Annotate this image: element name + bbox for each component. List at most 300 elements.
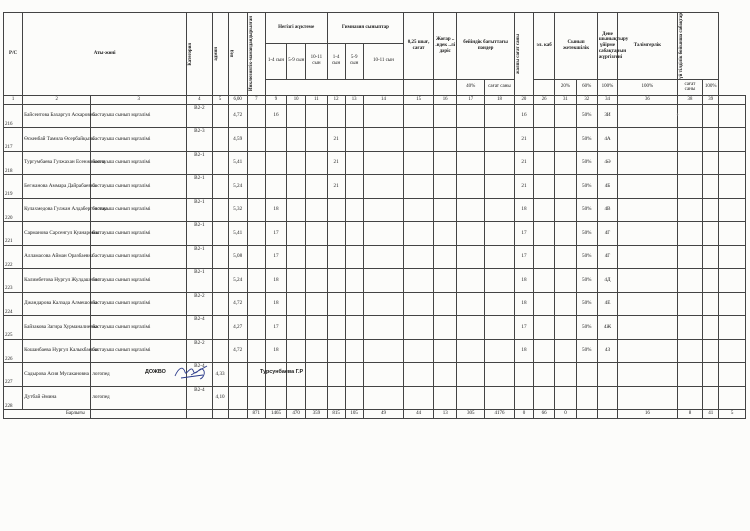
header-basic: Негізгі жүктеме bbox=[265, 13, 327, 44]
admin-cell bbox=[212, 222, 228, 246]
total-hours-cell: 18 bbox=[514, 269, 533, 293]
profile-pct-cell bbox=[457, 175, 485, 199]
class-20-cell bbox=[555, 128, 576, 152]
gym-10-11-cell bbox=[363, 104, 403, 128]
header-home-pct: 100% bbox=[597, 79, 617, 95]
index-cell: 26 bbox=[534, 95, 555, 104]
ind-pct-cell bbox=[719, 269, 746, 293]
home-study-cell bbox=[618, 175, 678, 199]
class-20-cell bbox=[555, 151, 576, 175]
ind-pct-cell bbox=[719, 316, 746, 340]
class-60-cell: 50% bbox=[576, 269, 597, 293]
table-row bbox=[4, 128, 746, 152]
total-hours-cell bbox=[514, 386, 533, 410]
el-book-cell bbox=[534, 269, 555, 293]
totals-cell bbox=[597, 410, 617, 419]
employee-position: бастауыш сынып мұғалімі bbox=[91, 222, 187, 246]
totals-cell: 44 bbox=[404, 410, 434, 419]
header-num: Р/С bbox=[4, 13, 23, 96]
total-hours-cell: 18 bbox=[514, 339, 533, 363]
basic-5-9-cell bbox=[287, 175, 306, 199]
signer-role: ДОЖВО bbox=[145, 369, 166, 375]
basic-10-11-cell bbox=[306, 292, 327, 316]
rate-cell bbox=[404, 316, 434, 340]
basic-5-9-cell bbox=[287, 269, 306, 293]
totals-cell: 4176 bbox=[485, 410, 515, 419]
row-number: 226 bbox=[4, 339, 23, 363]
profile-pct-cell bbox=[457, 386, 485, 410]
cabinet-cell: 4Д bbox=[597, 269, 617, 293]
employee-position: бастауыш сынып мұғалімі bbox=[91, 339, 187, 363]
ind-hours-cell bbox=[703, 269, 719, 293]
admin-cell bbox=[212, 198, 228, 222]
gym-10-11-cell bbox=[363, 222, 403, 246]
totals-cell bbox=[576, 410, 597, 419]
profile-pct-cell bbox=[457, 339, 485, 363]
ind-pct-cell bbox=[719, 198, 746, 222]
gym-10-11-cell bbox=[363, 175, 403, 199]
ind-hours-cell bbox=[703, 245, 719, 269]
profile-hours-cell bbox=[485, 151, 515, 175]
basic-10-11-cell bbox=[306, 104, 327, 128]
class-60-cell bbox=[576, 386, 597, 410]
header-higher-sub bbox=[433, 79, 456, 95]
row-number: 224 bbox=[4, 292, 23, 316]
table-row bbox=[4, 104, 746, 128]
inclusive-cell bbox=[247, 198, 265, 222]
category-cell: В2-1 bbox=[187, 151, 213, 175]
class-60-cell: 50% bbox=[576, 128, 597, 152]
basic-5-9-cell bbox=[287, 386, 306, 410]
employee-name: Өскенбай Тамила Өсербайқызы bbox=[23, 128, 91, 152]
rate-cell bbox=[404, 245, 434, 269]
cabinet-cell: 4Г bbox=[597, 222, 617, 246]
rate-cell bbox=[404, 292, 434, 316]
table-row bbox=[4, 339, 746, 363]
table-row bbox=[4, 292, 746, 316]
ind-pct-cell bbox=[719, 222, 746, 246]
header-gym-1-4: 1-4 сын bbox=[327, 43, 345, 79]
cabinet-cell bbox=[597, 386, 617, 410]
ped-cell: 4,59 bbox=[228, 128, 247, 152]
total-hours-cell: 16 bbox=[514, 104, 533, 128]
ind-hours-cell bbox=[703, 222, 719, 246]
category-cell: В2-4 bbox=[187, 316, 213, 340]
basic-5-9-cell bbox=[287, 198, 306, 222]
cabinet-cell: 4Е bbox=[597, 292, 617, 316]
basic-10-11-cell bbox=[306, 245, 327, 269]
totals-cell: 16 bbox=[618, 410, 678, 419]
el-book-cell bbox=[534, 128, 555, 152]
el-book-cell bbox=[534, 339, 555, 363]
class-20-cell bbox=[555, 386, 576, 410]
class-60-cell: 50% bbox=[576, 198, 597, 222]
basic-5-9-cell bbox=[287, 128, 306, 152]
home-study-cell bbox=[618, 128, 678, 152]
home-study-cell bbox=[618, 104, 678, 128]
higher-cell bbox=[433, 128, 456, 152]
higher-cell bbox=[433, 339, 456, 363]
class-60-cell: 50% bbox=[576, 339, 597, 363]
inclusive-cell bbox=[247, 151, 265, 175]
employee-name: Джандарова Калзада Алмешовна bbox=[23, 292, 91, 316]
gym-1-4-cell bbox=[327, 292, 345, 316]
basic-1-4-cell: 18 bbox=[265, 339, 286, 363]
table-row bbox=[4, 175, 746, 199]
gym-10-11-cell bbox=[363, 128, 403, 152]
experience-cell bbox=[677, 245, 703, 269]
header-class-60: 60% bbox=[576, 79, 597, 95]
gym-5-9-cell bbox=[345, 128, 363, 152]
employee-name: Садырова Асия Мусакановна bbox=[23, 363, 91, 387]
gym-5-9-cell bbox=[345, 339, 363, 363]
gym-10-11-cell bbox=[363, 386, 403, 410]
index-cell: 6,00 bbox=[228, 95, 247, 104]
profile-pct-cell bbox=[457, 222, 485, 246]
index-cell: 1 bbox=[4, 95, 23, 104]
basic-1-4-cell bbox=[265, 386, 286, 410]
header-ind-pct: 100% bbox=[703, 79, 719, 95]
basic-10-11-cell bbox=[306, 386, 327, 410]
category-cell: В2-1 bbox=[187, 269, 213, 293]
header-ped: пед bbox=[228, 13, 247, 96]
higher-cell bbox=[433, 104, 456, 128]
header-gym-10-11: 10-11 сын bbox=[363, 43, 403, 79]
index-cell: 11 bbox=[306, 95, 327, 104]
profile-hours-cell bbox=[485, 175, 515, 199]
employee-name: Алламасова Айман Оразбаевна bbox=[23, 245, 91, 269]
ped-cell: 4,72 bbox=[228, 339, 247, 363]
gym-5-9-cell bbox=[345, 222, 363, 246]
header-el-book-sub bbox=[534, 79, 555, 95]
el-book-cell bbox=[534, 104, 555, 128]
gym-1-4-cell bbox=[327, 222, 345, 246]
inclusive-cell bbox=[247, 128, 265, 152]
index-cell: 16 bbox=[433, 95, 456, 104]
gym-5-9-cell bbox=[345, 198, 363, 222]
admin-cell bbox=[212, 269, 228, 293]
cabinet-cell: 4А bbox=[597, 128, 617, 152]
higher-cell bbox=[433, 151, 456, 175]
el-book-cell bbox=[534, 386, 555, 410]
totals-cell: 305 bbox=[457, 410, 485, 419]
totals-label: Барлығы bbox=[4, 410, 91, 419]
inclusive-cell bbox=[247, 104, 265, 128]
el-book-cell bbox=[534, 292, 555, 316]
totals-cell bbox=[212, 410, 228, 419]
profile-pct-cell bbox=[457, 104, 485, 128]
admin-cell bbox=[212, 175, 228, 199]
totals-cell bbox=[91, 410, 187, 419]
el-book-cell bbox=[534, 175, 555, 199]
ind-pct-cell bbox=[719, 245, 746, 269]
experience-cell bbox=[677, 128, 703, 152]
inclusive-cell bbox=[247, 292, 265, 316]
gym-5-9-cell bbox=[345, 175, 363, 199]
header-experience: Тәлімгерлік bbox=[618, 13, 678, 80]
basic-1-4-cell bbox=[265, 128, 286, 152]
header-profile: бейіндік бағыттағы пәндер bbox=[457, 13, 514, 80]
total-hours-cell: 17 bbox=[514, 316, 533, 340]
profile-pct-cell bbox=[457, 198, 485, 222]
ind-pct-cell bbox=[719, 386, 746, 410]
totals-cell bbox=[228, 410, 247, 419]
experience-cell bbox=[677, 339, 703, 363]
ind-pct-cell bbox=[719, 104, 746, 128]
header-el-book: эл. каб bbox=[534, 13, 555, 80]
totals-cell: 470 bbox=[287, 410, 306, 419]
header-rate-sub bbox=[404, 79, 434, 95]
profile-pct-cell bbox=[457, 245, 485, 269]
employee-position: бастауыш сынып мұғалімі bbox=[91, 269, 187, 293]
index-cell: 20 bbox=[514, 95, 533, 104]
ped-cell: 4,72 bbox=[228, 104, 247, 128]
index-row bbox=[4, 95, 746, 104]
basic-1-4-cell bbox=[265, 151, 286, 175]
employee-position: бастауыш сынып мұғалімі bbox=[91, 316, 187, 340]
header-gym: Гимназия сыныптар bbox=[327, 13, 404, 44]
employee-position: логопед bbox=[91, 386, 187, 410]
home-study-cell bbox=[618, 198, 678, 222]
rate-cell bbox=[404, 386, 434, 410]
home-study-cell bbox=[618, 386, 678, 410]
ped-cell: 4,72 bbox=[228, 292, 247, 316]
category-cell: В2-4 bbox=[187, 386, 213, 410]
higher-cell bbox=[433, 386, 456, 410]
el-book-cell bbox=[534, 222, 555, 246]
admin-cell bbox=[212, 292, 228, 316]
higher-cell bbox=[433, 198, 456, 222]
home-study-cell bbox=[618, 316, 678, 340]
ped-cell: 5,41 bbox=[228, 151, 247, 175]
total-hours-cell: 17 bbox=[514, 245, 533, 269]
gym-1-4-cell bbox=[327, 339, 345, 363]
index-cell: 2 bbox=[23, 95, 91, 104]
ind-pct-cell bbox=[719, 292, 746, 316]
class-60-cell: 50% bbox=[576, 245, 597, 269]
profile-hours-cell bbox=[485, 292, 515, 316]
employee-position: бастауыш сынып мұғалімі bbox=[91, 104, 187, 128]
total-hours-cell: 17 bbox=[514, 222, 533, 246]
index-cell: 9 bbox=[265, 95, 286, 104]
inclusive-cell bbox=[247, 222, 265, 246]
rate-cell bbox=[404, 222, 434, 246]
category-cell: В2-1 bbox=[187, 198, 213, 222]
header-basic-5-9: 5-9 сын bbox=[287, 43, 306, 79]
index-cell: 5 bbox=[212, 95, 228, 104]
ind-hours-cell bbox=[703, 316, 719, 340]
row-number: 225 bbox=[4, 316, 23, 340]
ind-hours-cell bbox=[703, 128, 719, 152]
basic-5-9-cell bbox=[287, 104, 306, 128]
header-spacer bbox=[265, 79, 403, 95]
employee-name: Тургумбаева Гулжахан Есенжановна bbox=[23, 151, 91, 175]
totals-cell: 871 bbox=[247, 410, 265, 419]
header-class-teacher: Сынып жетекшілік bbox=[555, 13, 598, 80]
employee-name: Кошанбаева Нургул Калыкбаевна bbox=[23, 339, 91, 363]
row-number: 219 bbox=[4, 175, 23, 199]
totals-cell: 13 bbox=[433, 410, 456, 419]
row-number: 218 bbox=[4, 151, 23, 175]
gym-10-11-cell bbox=[363, 316, 403, 340]
basic-1-4-cell: 18 bbox=[265, 198, 286, 222]
experience-cell bbox=[677, 222, 703, 246]
cabinet-cell: 3И bbox=[597, 104, 617, 128]
cabinet-cell: 4В bbox=[597, 198, 617, 222]
experience-cell bbox=[677, 292, 703, 316]
ind-hours-cell bbox=[703, 198, 719, 222]
higher-cell bbox=[433, 269, 456, 293]
home-study-cell bbox=[618, 222, 678, 246]
total-hours-cell: 18 bbox=[514, 292, 533, 316]
basic-10-11-cell bbox=[306, 316, 327, 340]
header-inclusive: Инклюзивтік-мамандандырылған bbox=[247, 13, 265, 96]
index-cell: 10 bbox=[287, 95, 306, 104]
cabinet-cell: 4Ә bbox=[597, 151, 617, 175]
total-hours-cell: 21 bbox=[514, 128, 533, 152]
ind-pct-cell bbox=[719, 128, 746, 152]
row-number: 228 bbox=[4, 386, 23, 410]
admin-cell bbox=[212, 151, 228, 175]
basic-10-11-cell bbox=[306, 175, 327, 199]
ped-cell: 5,24 bbox=[228, 175, 247, 199]
gym-5-9-cell bbox=[345, 292, 363, 316]
employee-name: Байсеитова Бахаргул Аскаровна bbox=[23, 104, 91, 128]
ind-hours-cell bbox=[703, 292, 719, 316]
rate-cell bbox=[404, 175, 434, 199]
row-number: 227 bbox=[4, 363, 23, 387]
profile-hours-cell bbox=[485, 269, 515, 293]
gym-5-9-cell bbox=[345, 245, 363, 269]
experience-cell bbox=[677, 198, 703, 222]
inclusive-cell bbox=[247, 245, 265, 269]
table-row bbox=[4, 386, 746, 410]
gym-1-4-cell bbox=[327, 386, 345, 410]
employee-position: бастауыш сынып мұғалімі bbox=[91, 245, 187, 269]
category-cell: В2-4 bbox=[187, 363, 213, 387]
signature-scribble bbox=[173, 363, 213, 381]
class-60-cell: 50% bbox=[576, 175, 597, 199]
employee-position: бастауыш сынып мұғалімі bbox=[91, 198, 187, 222]
basic-5-9-cell bbox=[287, 339, 306, 363]
admin-cell: 4,10 bbox=[212, 386, 228, 410]
admin-cell bbox=[212, 128, 228, 152]
totals-cell: 49 bbox=[363, 410, 403, 419]
class-20-cell bbox=[555, 269, 576, 293]
profile-hours-cell bbox=[485, 316, 515, 340]
profile-hours-cell bbox=[485, 222, 515, 246]
totals-cell: 359 bbox=[306, 410, 327, 419]
totals-cell: 8 bbox=[677, 410, 703, 419]
profile-hours-cell bbox=[485, 339, 515, 363]
profile-hours-cell bbox=[485, 386, 515, 410]
totals-cell: 0 bbox=[514, 410, 533, 419]
ind-hours-cell bbox=[703, 151, 719, 175]
category-cell: В2-1 bbox=[187, 245, 213, 269]
higher-cell bbox=[433, 245, 456, 269]
el-book-cell bbox=[534, 198, 555, 222]
gym-1-4-cell bbox=[327, 269, 345, 293]
employee-position: бастауыш сынып мұғалімі bbox=[91, 151, 187, 175]
cabinet-cell: 4Б bbox=[597, 175, 617, 199]
gym-1-4-cell bbox=[327, 316, 345, 340]
header-basic-10-11: 10-11 сын bbox=[306, 43, 327, 79]
class-60-cell: 50% bbox=[576, 222, 597, 246]
employee-name: Бегжанова Аммара Дайрабаевна bbox=[23, 175, 91, 199]
index-cell: 3 bbox=[91, 95, 187, 104]
director-name: Турсунбаева Г.Р bbox=[260, 369, 304, 375]
basic-10-11-cell bbox=[306, 339, 327, 363]
ped-cell: 5,41 bbox=[228, 222, 247, 246]
index-cell: 7 bbox=[247, 95, 265, 104]
gym-10-11-cell bbox=[363, 198, 403, 222]
gym-1-4-cell bbox=[327, 198, 345, 222]
home-study-cell bbox=[618, 269, 678, 293]
basic-10-11-cell bbox=[306, 198, 327, 222]
home-study-cell bbox=[618, 339, 678, 363]
el-book-cell bbox=[534, 245, 555, 269]
admin-cell bbox=[212, 316, 228, 340]
employee-position: бастауыш сынып мұғалімі bbox=[91, 175, 187, 199]
ind-pct-cell bbox=[719, 339, 746, 363]
gym-5-9-cell bbox=[345, 269, 363, 293]
table-row bbox=[4, 316, 746, 340]
ind-pct-cell bbox=[719, 151, 746, 175]
index-cell: 36 bbox=[618, 95, 678, 104]
index-cell: 12 bbox=[327, 95, 345, 104]
rate-cell bbox=[404, 198, 434, 222]
index-cell: 32 bbox=[576, 95, 597, 104]
experience-cell bbox=[677, 269, 703, 293]
gym-1-4-cell bbox=[327, 104, 345, 128]
header-profile-pct: 40% bbox=[457, 79, 485, 95]
table-row bbox=[4, 151, 746, 175]
profile-hours-cell bbox=[485, 245, 515, 269]
experience-cell bbox=[677, 316, 703, 340]
rate-cell bbox=[404, 269, 434, 293]
index-cell bbox=[719, 95, 746, 104]
employee-name: Байзакова Загира Хурманалиевна bbox=[23, 316, 91, 340]
inclusive-cell bbox=[247, 175, 265, 199]
header-total-hours: жалпы сағат саны bbox=[514, 13, 533, 96]
profile-pct-cell bbox=[457, 151, 485, 175]
header-admin: админ bbox=[212, 13, 228, 96]
header-individual: үй тілділік бойынша сабақтар bbox=[677, 13, 719, 80]
ind-hours-cell bbox=[703, 339, 719, 363]
index-cell: 39 bbox=[703, 95, 719, 104]
header-gym-5-9: 5-9 сын bbox=[345, 43, 363, 79]
employee-name: Калимбетова Нургул Жулдашевна bbox=[23, 269, 91, 293]
class-20-cell bbox=[555, 175, 576, 199]
basic-10-11-cell bbox=[306, 269, 327, 293]
header-name: Аты-жөні bbox=[23, 13, 187, 96]
employee-name: Сарманова Сарсенгул Куанаровна bbox=[23, 222, 91, 246]
basic-1-4-cell bbox=[265, 175, 286, 199]
totals-cell: 1465 bbox=[265, 410, 286, 419]
basic-10-11-cell bbox=[306, 222, 327, 246]
totals-cell: 5 bbox=[719, 410, 746, 419]
home-study-cell bbox=[618, 151, 678, 175]
employee-position: бастауыш сынып мұғалімі bbox=[91, 292, 187, 316]
gym-5-9-cell bbox=[345, 104, 363, 128]
cabinet-cell: 4Г bbox=[597, 245, 617, 269]
class-60-cell: 50% bbox=[576, 292, 597, 316]
category-cell: В2-2 bbox=[187, 104, 213, 128]
ped-cell: 5,32 bbox=[228, 198, 247, 222]
basic-1-4-cell: 17 bbox=[265, 222, 286, 246]
basic-5-9-cell bbox=[287, 222, 306, 246]
class-60-cell: 50% bbox=[576, 151, 597, 175]
